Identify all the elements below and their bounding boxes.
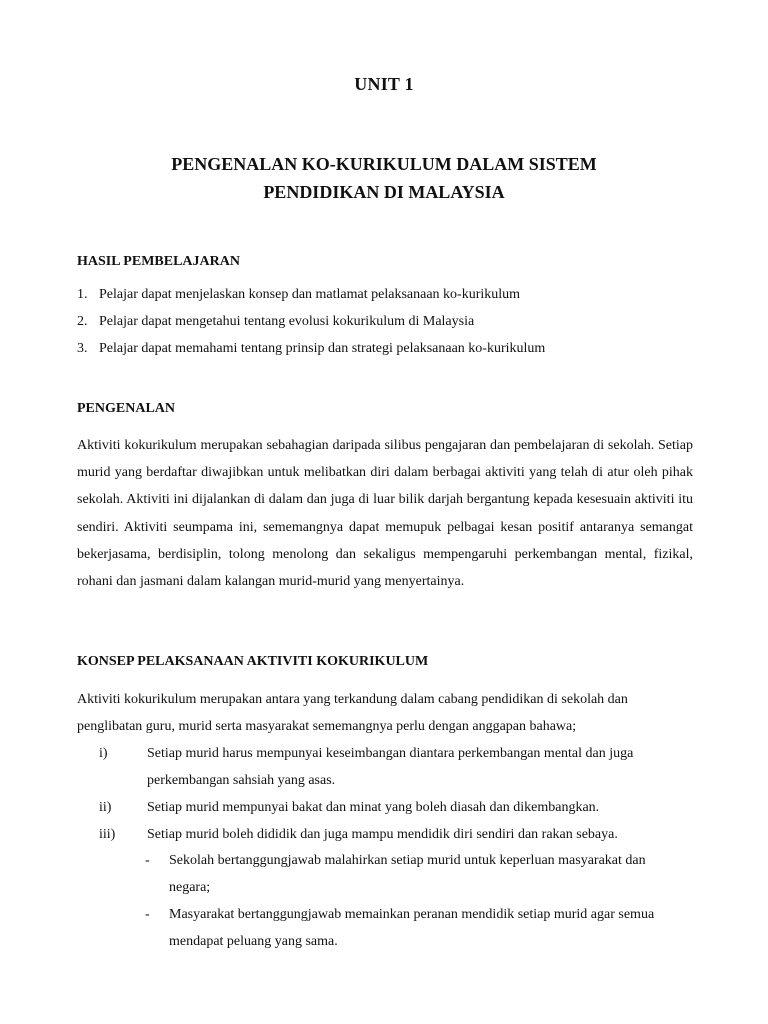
hasil-heading: HASIL PEMBELAJARAN [77,254,240,269]
list-item-number: 3. [77,341,88,356]
list-item-number: ii) [99,800,112,815]
list-item [77,821,693,848]
konsep-heading: KONSEP PELAKSANAAN AKTIVITI KOKURIKULUM [77,654,429,669]
list-item-text: Pelajar dapat mengetahui tentang evolusi kokurikulum di Malaysia [99,314,475,329]
list-item-text: Setiap murid harus mempunyai keseimbangan diantara perkembangan mental dan juga perkembangan sahsiah yang asas. [147,746,634,788]
list-item [77,740,693,794]
list-item-text: Pelajar dapat menjelaskan konsep dan matlamat pelaksanaan ko-kurikulum [99,287,521,302]
list-item-text: Sekolah bertanggungjawab malahirkan setiap murid untuk keperluan masyarakat dan negara; [169,853,646,895]
pengenalan-paragraph: Aktiviti kokurikulum merupakan sebahagian daripada silibus pengajaran dan pembelajaran di sekolah. Setiap murid yang berdaftar diwajibkan untuk melibatkan diri dalam berbagai aktiviti yang telah di atur oleh pihak sekolah. Aktiviti ini dijalankan di dalam dan juga di luar bilik darjah bergantung kepada kesesuain aktiviti itu sendiri. Aktiviti seumpama ini, sememangnya dapat memupuk pelbagai kesan positif antaranya semangat bekerjasama, berdisiplin, tolong menolong dan sekaligus mempengaruhi perkembangan mental, fizikal, rohani dan jasmani dalam kalangan murid-murid yang menyertainya. [77,438,693,590]
list-item-number: iii) [99,827,116,842]
list-item-text: Pelajar dapat memahami tentang prinsip dan strategi pelaksanaan ko-kurikulum [99,341,546,356]
main-title-line-2: PENDIDIKAN DI MALAYSIA [263,182,505,202]
list-item [77,286,693,313]
pengenalan-heading: PENGENALAN [77,401,176,416]
list-item-text: Setiap murid mempunyai bakat dan minat yang boleh diasah dan dikembangkan. [147,800,600,815]
list-item-dash: - [145,907,150,922]
learning-outcomes-list [77,286,693,367]
list-item [77,794,693,821]
unit-title: UNIT 1 [354,74,414,94]
list-item [77,340,693,367]
list-item [77,313,693,340]
konsep-points-list [77,740,693,848]
list-item-dash: - [145,853,150,868]
list-item [145,901,695,955]
list-item [145,847,695,901]
konsep-paragraph: Aktiviti kokurikulum merupakan antara yang terkandung dalam cabang pendidikan di sekolah dan penglibatan guru, murid serta masyarakat sememangnya perlu dengan anggapan bahawa; [77,692,628,734]
list-item-number: 2. [77,314,88,329]
konsep-subpoints-list [145,847,695,955]
list-item-number: i) [99,746,108,761]
list-item-text: Setiap murid boleh dididik dan juga mampu mendidik diri sendiri dan rakan sebaya. [147,827,618,842]
list-item-number: 1. [77,287,88,302]
main-title-line-1: PENGENALAN KO-KURIKULUM DALAM SISTEM [171,154,597,174]
main-title [0,150,768,206]
list-item-text: Masyarakat bertanggungjawab memainkan peranan mendidik setiap murid agar semua mendapat peluang yang sama. [169,907,655,949]
